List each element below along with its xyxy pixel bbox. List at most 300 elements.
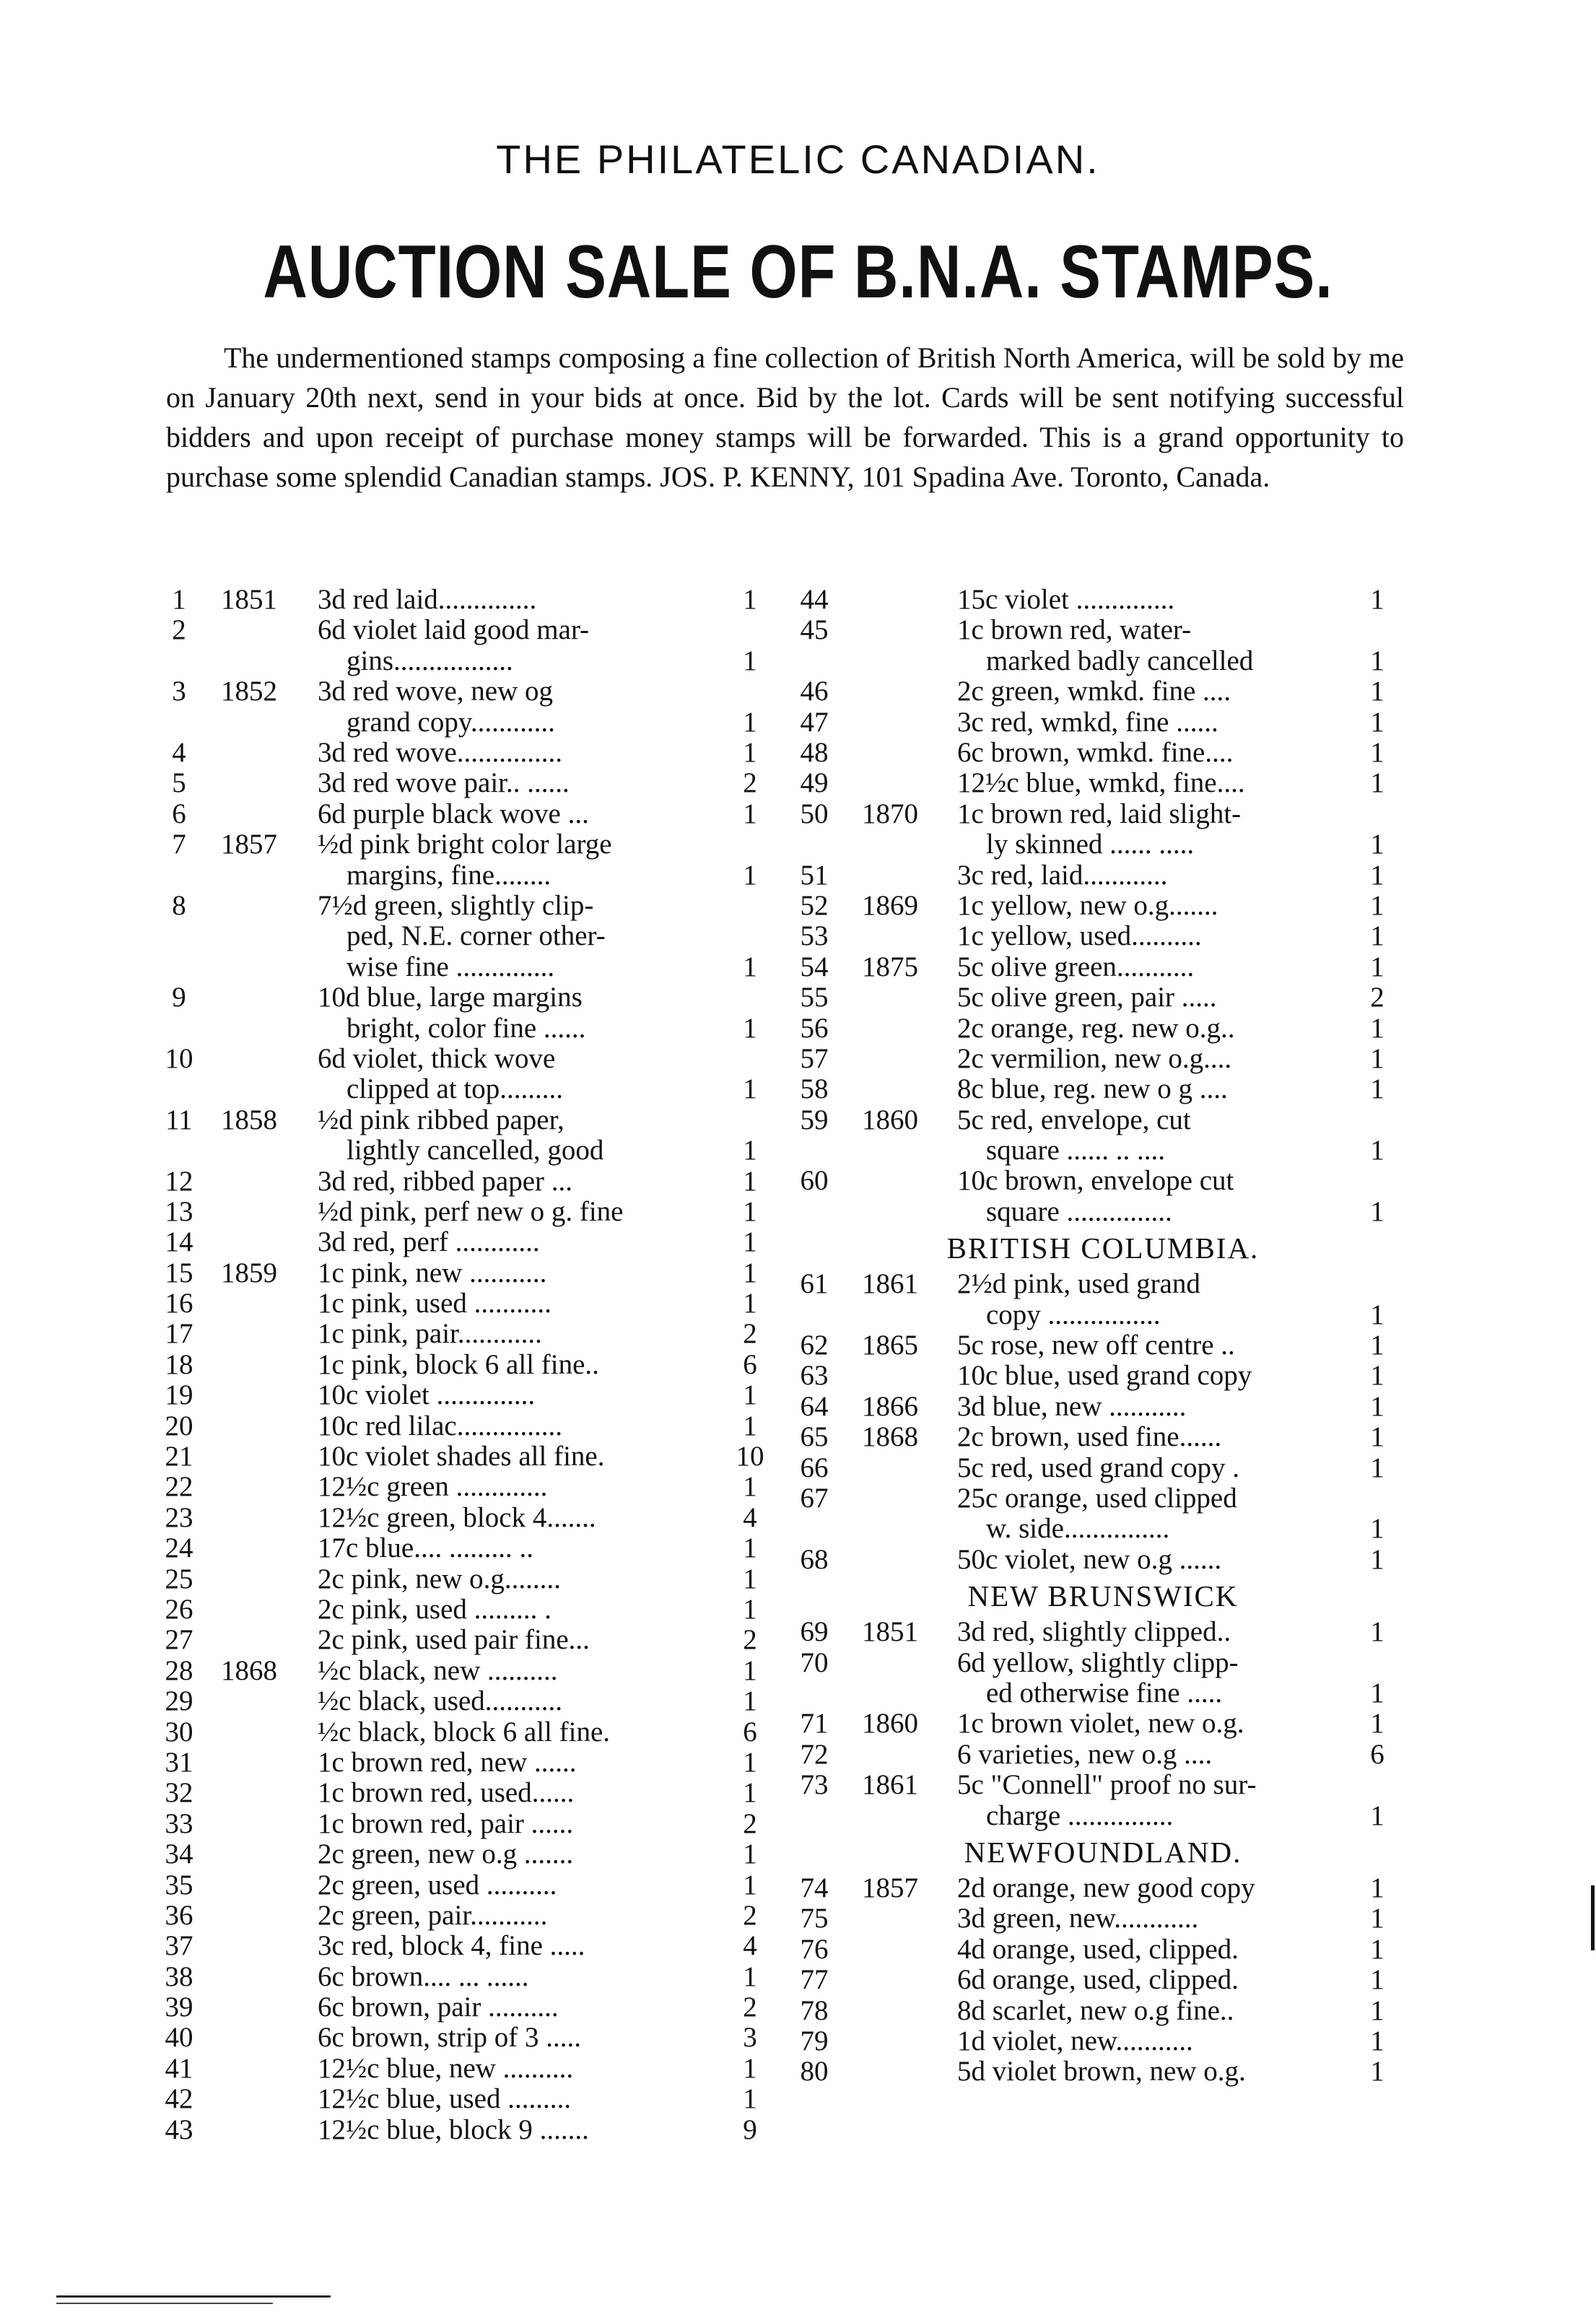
- lot-row: [793, 1013, 1413, 1044]
- lot-description: [318, 1533, 855, 1563]
- lot-description-line: 6d violet laid good mar-: [318, 615, 590, 646]
- lot-description-line: 17c blue.... ......... ..: [318, 1533, 533, 1564]
- lot-number: 70: [800, 1646, 829, 1678]
- lot-quantity: 2: [743, 1624, 757, 1656]
- lot-number: 19: [165, 1379, 193, 1411]
- lot-description: [318, 1595, 855, 1625]
- lot-quantity: 1: [743, 1257, 757, 1288]
- lot-description-line: 3c red, wmkd, fine ......: [957, 707, 1218, 738]
- lot-description: [957, 1330, 1361, 1361]
- lot-description: [957, 707, 1361, 738]
- lot-quantity: 1: [743, 1410, 757, 1441]
- lot-number: 62: [800, 1330, 829, 1361]
- lot-description-line: 1c brown red, water-: [957, 615, 1192, 646]
- lot-quantity: 1: [743, 584, 757, 615]
- lot-number: 67: [800, 1483, 829, 1514]
- lot-description-line: clipped at top.........: [346, 1074, 564, 1105]
- lot-number: 24: [165, 1532, 193, 1564]
- lot-row: [793, 1330, 1413, 1361]
- lot-quantity: 1: [743, 1563, 757, 1595]
- lot-description-line: 6c brown, strip of 3 .....: [318, 2023, 582, 2054]
- lot-description: [957, 1648, 1361, 1709]
- lot-number: 65: [800, 1421, 829, 1453]
- lot-description: [957, 1044, 1361, 1074]
- lot-row: [793, 1453, 1413, 1483]
- lot-description-line: 50c violet, new o.g ......: [957, 1544, 1222, 1575]
- lot-description: [318, 1441, 855, 1472]
- lot-number: 46: [800, 676, 829, 707]
- lot-number: 22: [165, 1471, 193, 1503]
- lot-description: [957, 1453, 1361, 1483]
- lot-quantity: 1: [1370, 1452, 1384, 1483]
- lot-description: [957, 891, 1361, 921]
- lot-year: 1868: [862, 1421, 918, 1453]
- lot-description-line: 12½c blue, new ..........: [318, 2053, 574, 2084]
- lot-description: [957, 1013, 1361, 1044]
- lot-quantity: 1: [743, 1777, 757, 1809]
- lot-quantity: 1: [1370, 889, 1384, 921]
- lot-row: [793, 860, 1413, 891]
- lot-number: 35: [165, 1869, 193, 1901]
- lot-row: [793, 1422, 1413, 1452]
- lot-quantity: 1: [1370, 829, 1384, 860]
- lot-description: [318, 1411, 855, 1441]
- lot-description-line: 2c green, wmkd. fine ....: [957, 676, 1231, 707]
- lot-quantity: 1: [743, 1654, 757, 1686]
- lot-description-line: lightly cancelled, good: [346, 1135, 604, 1166]
- lot-description: [957, 738, 1361, 768]
- lot-description: [318, 1472, 855, 1502]
- lot-quantity: 1: [1370, 1135, 1384, 1166]
- lot-quantity: 1: [743, 1594, 757, 1625]
- lot-number: 68: [800, 1543, 829, 1575]
- lot-description-line: 5c rose, new off centre ..: [957, 1330, 1235, 1361]
- lot-quantity: 1: [1370, 1042, 1384, 1074]
- lot-number: 13: [165, 1195, 193, 1227]
- lot-number: 7: [172, 829, 186, 860]
- lot-quantity: 1: [1370, 584, 1384, 615]
- footer-rule: [56, 2295, 331, 2298]
- lot-description: [318, 1319, 855, 1349]
- lot-description-line: 1c yellow, used..........: [957, 921, 1202, 952]
- lot-quantity: 1: [1370, 1677, 1384, 1709]
- lot-number: 11: [165, 1104, 193, 1135]
- lot-list-right: [793, 585, 1413, 2088]
- lot-description-line: 3d red, perf ............: [318, 1227, 540, 1258]
- lot-description-line: 2c vermilion, new o.g....: [957, 1043, 1232, 1074]
- lot-row: [793, 921, 1413, 951]
- lot-description: [957, 1903, 1361, 1934]
- lot-description-line: 1c brown violet, new o.g.: [957, 1709, 1244, 1740]
- lot-quantity: 1: [1370, 645, 1384, 676]
- lot-year: 1851: [221, 584, 277, 615]
- lot-number: 79: [800, 2025, 829, 2056]
- lot-number: 18: [165, 1348, 193, 1380]
- lot-description: [957, 1873, 1361, 1903]
- lot-description: [957, 1422, 1361, 1452]
- lot-description-line: 3d blue, new ...........: [957, 1391, 1187, 1422]
- lot-description-line: 8d scarlet, new o.g fine..: [957, 1995, 1234, 2026]
- lot-row: [793, 982, 1413, 1013]
- page-edge-mark: [1591, 1885, 1595, 1950]
- lot-quantity: 1: [1370, 859, 1384, 891]
- lot-quantity: 1: [743, 2052, 757, 2084]
- lot-description-line: 10d blue, large margins: [318, 982, 583, 1013]
- lot-quantity: 9: [743, 2113, 757, 2145]
- lot-number: 28: [165, 1654, 193, 1686]
- lot-number: 34: [165, 1838, 193, 1870]
- lot-description: [318, 1564, 855, 1595]
- lot-number: 49: [800, 767, 829, 799]
- lot-number: 74: [800, 1872, 829, 1903]
- lot-number: 36: [165, 1899, 193, 1931]
- lot-description: [318, 585, 855, 615]
- headline: AUCTION SALE OF B.N.A. STAMPS.: [263, 230, 1333, 314]
- lot-description-line: 2½d pink, used grand: [957, 1269, 1200, 1300]
- lot-number: 41: [165, 2052, 193, 2084]
- lot-description-line: 3d red, slightly clipped..: [957, 1617, 1231, 1648]
- lot-description: [957, 799, 1361, 860]
- lot-description: [318, 982, 855, 1044]
- lot-description-line: 1c yellow, new o.g.......: [957, 890, 1218, 921]
- lot-quantity: 1: [1370, 1421, 1384, 1453]
- lot-number: 73: [800, 1769, 829, 1801]
- lot-description: [957, 1269, 1361, 1330]
- lot-description: [318, 1258, 855, 1288]
- lot-description-line: 2c green, new o.g .......: [318, 1839, 574, 1870]
- lot-number: 30: [165, 1716, 193, 1748]
- lot-row: [793, 1965, 1413, 1995]
- lot-row: [793, 707, 1413, 738]
- lot-description: [957, 2026, 1361, 2056]
- lot-description: [957, 1166, 1361, 1227]
- lot-description: [318, 2115, 855, 2145]
- lot-year: 1861: [862, 1769, 918, 1801]
- lot-description-line: 6 varieties, new o.g ....: [957, 1739, 1213, 1770]
- lot-row: [793, 799, 1413, 860]
- lot-number: 39: [165, 1992, 193, 2023]
- lot-quantity: 10: [736, 1441, 764, 1473]
- lot-description-line: wise fine ..............: [346, 951, 555, 982]
- lot-number: 32: [165, 1777, 193, 1809]
- lot-quantity: 1: [743, 1746, 757, 1778]
- lot-year: 1852: [221, 676, 277, 707]
- lot-description-line: 2c pink, used ......... .: [318, 1595, 551, 1625]
- lot-quantity: 1: [743, 951, 757, 982]
- lot-row: [793, 1996, 1413, 2026]
- lot-quantity: 1: [1370, 1994, 1384, 2026]
- lot-description: [957, 1545, 1361, 1575]
- lot-quantity: 1: [1370, 1708, 1384, 1740]
- lot-quantity: 1: [743, 1532, 757, 1564]
- lot-row: [793, 1166, 1413, 1227]
- lot-year: 1851: [862, 1616, 918, 1648]
- lot-number: 29: [165, 1685, 193, 1717]
- lot-quantity: 1: [743, 1869, 757, 1901]
- lot-quantity: 1: [743, 1195, 757, 1227]
- lot-number: 15: [165, 1257, 193, 1288]
- lot-year: 1857: [862, 1872, 918, 1903]
- lot-row: [793, 585, 1413, 615]
- lot-description-line: 2c green, used ..........: [318, 1870, 557, 1901]
- lot-row: [793, 891, 1413, 921]
- lot-quantity: 1: [1370, 1195, 1384, 1227]
- lot-number: 16: [165, 1288, 193, 1319]
- lot-number: 57: [800, 1042, 829, 1074]
- lot-number: 2: [172, 614, 186, 646]
- lot-description: [957, 860, 1361, 891]
- lot-description: [318, 1748, 855, 1778]
- lot-number: 72: [800, 1738, 829, 1770]
- lot-description: [318, 1717, 855, 1748]
- lot-quantity: 1: [1370, 2025, 1384, 2056]
- lot-description: [957, 1617, 1361, 1647]
- lot-number: 45: [800, 614, 829, 646]
- lot-description: [957, 1105, 1361, 1166]
- lot-description-line: square ...... .. ....: [986, 1135, 1166, 1166]
- lot-number: 78: [800, 1994, 829, 2026]
- lot-description: [957, 1392, 1361, 1422]
- lot-quantity: 1: [743, 1379, 757, 1411]
- intro-paragraph: The undermentioned stamps composing a fine collection of British North America, will be sold by me on January 20th next, send in your bids at once. Bid by the lot. Cards will be sent notifying successful bidders and upon receipt of purchase money stamps will be forwarded. This is a grand opportunity to purchase some splendid Canadian stamps. JOS. P. KENNY, 101 Spadina Ave. Toronto, Canada.: [166, 341, 1404, 493]
- lot-description: [957, 2056, 1361, 2087]
- lot-quantity: 4: [743, 1501, 757, 1533]
- lot-description: [318, 1931, 855, 1961]
- lot-description: [957, 1934, 1361, 1965]
- lot-description-line: 10c red lilac...............: [318, 1410, 562, 1441]
- lot-quantity: 1: [743, 1165, 757, 1197]
- lot-number: 75: [800, 1903, 829, 1934]
- lot-description: [318, 1778, 855, 1808]
- lot-row: [793, 1074, 1413, 1104]
- lot-description: [957, 1996, 1361, 2026]
- lot-description-line: 1c pink, new ...........: [318, 1257, 547, 1288]
- lot-number: 50: [800, 798, 829, 829]
- lot-description: [957, 1709, 1361, 1739]
- lot-description: [318, 1166, 855, 1197]
- lot-description: [318, 1809, 855, 1839]
- lot-description-line: ½c black, used...........: [318, 1686, 563, 1717]
- lot-quantity: 1: [1370, 1800, 1384, 1831]
- lot-description-line: 5c red, envelope, cut: [957, 1104, 1191, 1135]
- lot-description-line: 2d orange, new good copy: [957, 1872, 1255, 1903]
- lot-description-line: 1c brown red, new ......: [318, 1747, 577, 1778]
- lot-number: 71: [800, 1708, 829, 1740]
- lot-description-line: 12½c blue, used .........: [318, 2084, 571, 2115]
- lot-description-line: ½d pink bright color large: [318, 829, 612, 860]
- lot-description-line: 6d orange, used, clipped.: [957, 1965, 1239, 1996]
- lot-description: [318, 2054, 855, 2084]
- lot-quantity: 1: [743, 2083, 757, 2115]
- lot-description: [318, 738, 855, 768]
- lot-quantity: 1: [743, 1960, 757, 1992]
- lot-number: 5: [172, 767, 186, 799]
- lot-quantity: 1: [1370, 1330, 1384, 1361]
- lot-quantity: 1: [1370, 1872, 1384, 1903]
- lot-description-line: 1c pink, block 6 all fine..: [318, 1349, 599, 1380]
- lot-quantity: 1: [1370, 676, 1384, 707]
- lot-description-line: margins, fine........: [346, 860, 551, 891]
- lot-description: [957, 982, 1361, 1013]
- lot-number: 47: [800, 706, 829, 738]
- lot-row: [793, 1770, 1413, 1831]
- lot-description: [318, 1288, 855, 1319]
- lot-year: 1875: [862, 951, 918, 982]
- lot-year: 1858: [221, 1104, 277, 1135]
- lot-description-line: bright, color fine ......: [346, 1013, 586, 1044]
- lot-number: 60: [800, 1165, 829, 1197]
- lot-description: [318, 615, 855, 676]
- lot-description-line: 1c pink, pair............: [318, 1319, 542, 1350]
- lot-number: 44: [800, 584, 829, 615]
- lot-quantity: 1: [1370, 1360, 1384, 1392]
- lot-description-line: 6d purple black wove ...: [318, 798, 589, 829]
- lot-description: [318, 799, 855, 829]
- lot-quantity: 1: [1370, 920, 1384, 952]
- lot-description: [957, 1740, 1361, 1770]
- lot-description-line: 8c blue, reg. new o g ....: [957, 1074, 1228, 1105]
- lot-description-line: 3d red, ribbed paper ...: [318, 1166, 573, 1197]
- lot-description-line: 1c brown red, laid slight-: [957, 798, 1242, 829]
- lot-row: [793, 1044, 1413, 1074]
- lot-row: [793, 1392, 1413, 1422]
- lot-row: [793, 738, 1413, 768]
- lot-description: [957, 1483, 1361, 1545]
- lot-description-line: 3c red, block 4, fine .....: [318, 1931, 585, 1962]
- section-heading: BRITISH COLUMBIA.: [946, 1231, 1260, 1265]
- lot-quantity: 1: [1370, 1513, 1384, 1545]
- lot-description-line: 25c orange, used clipped: [957, 1483, 1237, 1514]
- lot-row: [793, 1903, 1413, 1934]
- lot-row: [793, 2026, 1413, 2056]
- lot-number: 53: [800, 920, 829, 952]
- lot-quantity: 1: [1370, 1903, 1384, 1934]
- lot-year: 1868: [221, 1654, 277, 1686]
- lot-description-line: 1c brown red, pair ......: [318, 1808, 574, 1839]
- lot-description: [318, 1839, 855, 1870]
- section-heading: NEW BRUNSWICK: [967, 1579, 1239, 1613]
- lot-number: 56: [800, 1012, 829, 1044]
- lot-row: [793, 1740, 1413, 1770]
- lot-description-line: 3d red wove pair.. ......: [318, 768, 570, 799]
- lot-quantity: 1: [743, 1471, 757, 1503]
- lot-description-line: 6d yellow, slightly clipp-: [957, 1647, 1239, 1678]
- lot-description: [318, 1962, 855, 1992]
- lot-number: 59: [800, 1104, 829, 1135]
- lot-quantity: 6: [743, 1716, 757, 1748]
- lot-number: 21: [165, 1441, 193, 1473]
- lot-number: 66: [800, 1452, 829, 1483]
- lot-description: [957, 921, 1361, 951]
- lot-quantity: 1: [1370, 1073, 1384, 1105]
- lot-quantity: 1: [743, 859, 757, 891]
- lot-description-line: 2c brown, used fine......: [957, 1422, 1222, 1453]
- lot-number: 10: [165, 1042, 193, 1074]
- lot-description-line: 6c brown, wmkd. fine....: [957, 737, 1234, 768]
- lot-description-line: ½c black, new ..........: [318, 1655, 558, 1686]
- lot-description-line: 5c olive green...........: [957, 951, 1195, 982]
- lot-description-line: 6c brown, pair ..........: [318, 1992, 559, 2023]
- lot-description-line: ½d pink ribbed paper,: [318, 1104, 564, 1135]
- lot-description-line: marked badly cancelled: [986, 645, 1254, 676]
- lot-description: [318, 1105, 855, 1166]
- lot-year: 1860: [862, 1104, 918, 1135]
- lot-quantity: 1: [743, 1226, 757, 1258]
- lot-description-line: ½d pink, perf new o g. fine: [318, 1196, 624, 1227]
- lot-description-line: 10c violet shades all fine.: [318, 1441, 605, 1473]
- lot-description-line: 10c violet ..............: [318, 1380, 536, 1411]
- lot-description: [318, 2023, 855, 2053]
- lot-number: 27: [165, 1624, 193, 1656]
- lot-number: 43: [165, 2113, 193, 2145]
- lot-description-line: charge ...............: [986, 1800, 1174, 1831]
- lot-row: [793, 1648, 1413, 1709]
- lot-row: [793, 2056, 1413, 2087]
- lot-description-line: 10c blue, used grand copy: [957, 1361, 1252, 1392]
- lot-number: 6: [172, 798, 186, 829]
- lot-row: [793, 1617, 1413, 1647]
- lot-row: [793, 1361, 1413, 1391]
- lot-description-line: 4d orange, used, clipped.: [957, 1934, 1239, 1965]
- lot-description-line: 10c brown, envelope cut: [957, 1166, 1234, 1197]
- lot-description-line: ½c black, block 6 all fine.: [318, 1716, 611, 1748]
- lot-description-line: 5c red, used grand copy .: [957, 1452, 1239, 1483]
- lot-quantity: 2: [743, 1318, 757, 1350]
- lot-description-line: 3d red wove, new og: [318, 676, 553, 707]
- lot-quantity: 1: [1370, 951, 1384, 982]
- lot-row: [793, 1709, 1413, 1739]
- lot-description: [957, 615, 1361, 676]
- lot-number: 12: [165, 1165, 193, 1197]
- lot-description: [318, 1197, 855, 1227]
- lot-row: [793, 768, 1413, 798]
- lot-description: [318, 1901, 855, 1931]
- lot-number: 8: [172, 889, 186, 921]
- lot-number: 14: [165, 1226, 193, 1258]
- lot-description: [957, 768, 1361, 798]
- lot-description-line: square ...............: [986, 1196, 1172, 1227]
- lot-row: [793, 676, 1413, 707]
- lot-description-line: gins.................: [346, 645, 513, 676]
- lot-number: 69: [800, 1616, 829, 1648]
- lot-description-line: 3c red, laid............: [957, 860, 1168, 891]
- lot-description-line: 12½c blue, wmkd, fine....: [957, 768, 1245, 799]
- lot-description: [318, 1870, 855, 1901]
- lot-description: [318, 1380, 855, 1410]
- lot-row: [793, 1873, 1413, 1903]
- lot-description: [318, 1227, 855, 1257]
- lot-description-line: 5d violet brown, new o.g.: [957, 2056, 1246, 2088]
- lot-number: 61: [800, 1268, 829, 1300]
- lot-description-line: 3d red laid..............: [318, 585, 537, 615]
- lot-description: [318, 2084, 855, 2114]
- lot-description-line: grand copy............: [346, 707, 555, 738]
- lot-description-line: 3d red wove...............: [318, 737, 563, 768]
- lot-number: 76: [800, 1933, 829, 1965]
- lot-number: 54: [800, 951, 829, 982]
- lot-description-line: 6c brown.... ... ......: [318, 1961, 529, 1992]
- lot-year: 1870: [862, 798, 918, 829]
- lot-row: [793, 615, 1413, 676]
- lot-number: 37: [165, 1930, 193, 1962]
- lot-quantity: 2: [743, 1899, 757, 1931]
- lot-quantity: 1: [1370, 1012, 1384, 1044]
- lot-description-line: 2c orange, reg. new o.g..: [957, 1013, 1235, 1044]
- lot-description-line: copy ................: [986, 1299, 1161, 1330]
- lot-year: 1857: [221, 829, 277, 860]
- lot-description: [957, 1770, 1361, 1831]
- lot-number: 31: [165, 1746, 193, 1778]
